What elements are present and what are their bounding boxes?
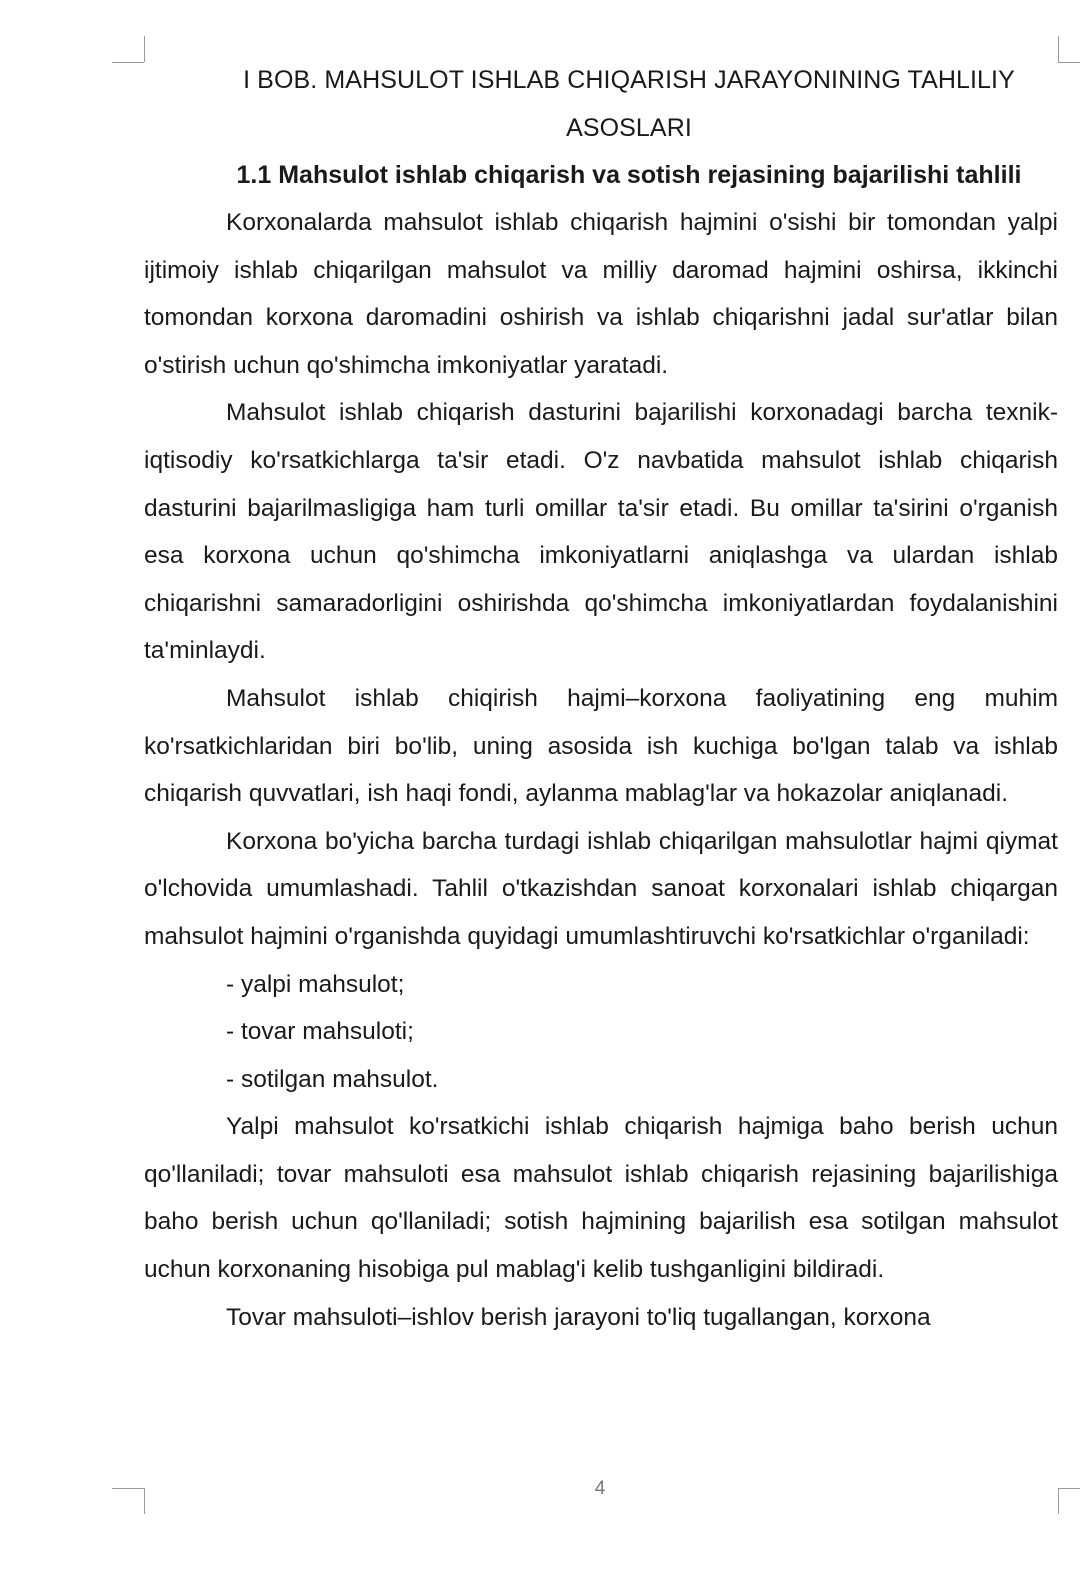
paragraph: Korxona bo'yicha barcha turdagi ishlab chiqarilgan mahsulotlar hajmi qiymat o'lchovida umumlashadi. Tahlil o'tkazishdan sanoat korxonalari ishlab chiqargan mahsulot hajmini o'rganishda quyidagi umumlashtiruvchi ko'rsatkichlar o'rganiladi: <box>144 827 1058 950</box>
chapter-title: I BOB. MAHSULOT ISHLAB CHIQARISH JARAYONINING TAHLILIY ASOSLARI <box>243 66 1015 142</box>
paragraph: Yalpi mahsulot ko'rsatkichi ishlab chiqarish hajmiga baho berish uchun qo'llaniladi; tovar mahsuloti esa mahsulot ishlab chiqarish rejasining bajarilishiga baho berish uchun qo'llaniladi; sotish hajmining bajarilish esa sotilgan mahsulot uchun korxonaning hisobiga pul mablag'i kelib tushganligini bildiradi. <box>144 1113 1058 1284</box>
list-item: - yalpi mahsulot; <box>226 970 405 998</box>
section-title: 1.1 Mahsulot ishlab chiqarish va sotish rejasining bajarilishi tahlili <box>236 161 1022 189</box>
document-body <box>144 56 1058 1341</box>
list-item: - tovar mahsuloti; <box>226 1018 414 1046</box>
paragraph: Korxonalarda mahsulot ishlab chiqarish hajmini o'sishi bir tomondan yalpi ijtimoiy ishlab chiqarilgan mahsulot va milliy daromad hajmini oshirsa, ikkinchi tomondan korxona daromadini oshirish va ishlab chiqarishni jadal sur'atlar bilan o'stirish uchun qo'shimcha imkoniyatlar yaratadi. <box>144 209 1058 379</box>
list-item: - sotilgan mahsulot. <box>226 1065 439 1093</box>
page-number: 4 <box>594 1478 606 1499</box>
paragraph: Tovar mahsuloti–ishlov berish jarayoni to'liq tugallangan, korxona <box>226 1303 931 1331</box>
paragraph: Mahsulot ishlab chiqarish dasturini bajarilishi korxonadagi barcha texnik-iqtisodiy ko'rsatkichlarga ta'sir etadi. O'z navbatida mahsulot ishlab chiqarish dasturini bajarilmasligiga ham turli omillar ta'sir etadi. Bu omillar ta'sirini o'rganish esa korxona uchun qo'shimcha imkoniyatlarni aniqlashga va ulardan ishlab chiqarishni samaradorligini oshirishda qo'shimcha imkoniyatlardan foydalanishini ta'minlaydi. <box>144 399 1058 665</box>
paragraph: Mahsulot ishlab chiqirish hajmi–korxona faoliyatining eng muhim ko'rsatkichlaridan biri bo'lib, uning asosida ish kuchiga bo'lgan talab va ishlab chiqarish quvvatlari, ish haqi fondi, aylanma mablag'lar va hokazolar aniqlanadi. <box>144 684 1058 808</box>
